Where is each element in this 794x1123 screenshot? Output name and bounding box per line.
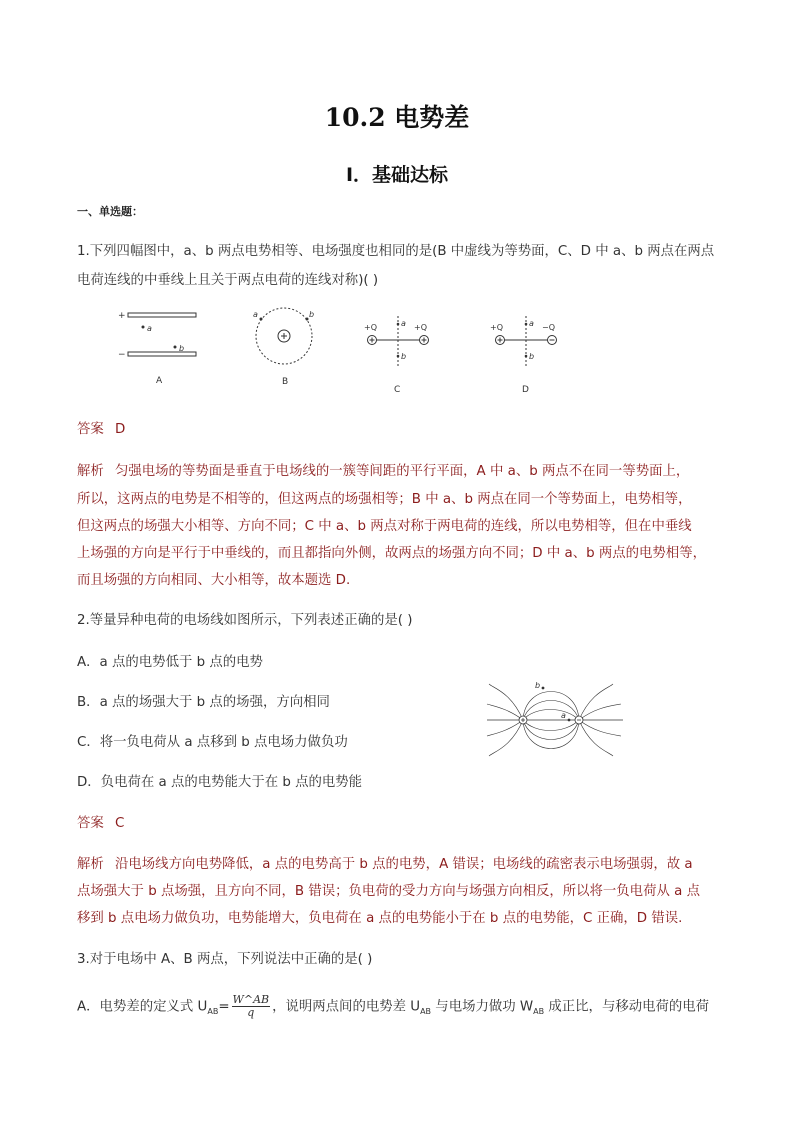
answer-label: 答案	[77, 422, 104, 437]
svg-text:b: b	[179, 344, 185, 353]
q2-option-b: B．a 点的场强大于 b 点的场强，方向相同	[77, 695, 330, 710]
section-subtitle: Ⅰ．基础达标	[345, 164, 449, 186]
q2-analysis-line2: 点场强大于 b 点场强，且方向不同，B 错误；负电荷的受力方向与场强方向相反，所以将一负电荷从 a 点	[77, 884, 700, 899]
answer-label: 答案	[77, 816, 104, 831]
point-b	[174, 346, 177, 349]
q1-analysis-line5: 而且场强的方向相同、大小相等，故本题选 D.	[77, 573, 351, 588]
svg-text:+Q: +Q	[414, 323, 427, 332]
point-a	[568, 719, 571, 722]
point-a	[260, 318, 263, 321]
fraction-w-over-q: $\frac{W\^{}AB}{q}$	[232, 993, 270, 1019]
minus-label: −	[118, 350, 126, 360]
svg-text:a: a	[529, 319, 534, 328]
q1-answer	[77, 418, 125, 437]
q1-figure-b	[246, 300, 322, 390]
q2-option-a: A．a 点的电势低于 b 点的电势	[77, 655, 263, 670]
svg-text:a: a	[561, 711, 566, 720]
svg-text:b: b	[309, 310, 315, 319]
q2-option-d: D．负电荷在 a 点的电势能大于在 b 点的电势能	[77, 775, 363, 790]
analysis-label: 解析	[77, 857, 104, 872]
q1-stem-line2: 电荷连线的中垂线上且关于两点电荷的连线对称)( )	[77, 273, 379, 288]
point-a	[142, 326, 145, 329]
point-b	[542, 687, 545, 690]
q2-analysis-line3: 移到 b 点电场力做负功，电势能增大，负电荷在 a 点的电势能小于在 b 点的电势能，C 正确，D 错误.	[77, 911, 683, 926]
q1-analysis-line2: 所以，这两点的电势是不相等的，但这两点的场强相等；B 中 a、b 两点在同一个等势面上，电势相等，	[77, 492, 692, 507]
q1-figure-d	[490, 312, 562, 396]
page-title: 10.2 电势差	[324, 103, 470, 132]
plus-label: +	[118, 311, 126, 321]
figure-label-d: D	[522, 385, 529, 395]
svg-text:b: b	[535, 681, 541, 690]
svg-text:+Q: +Q	[364, 323, 377, 332]
q3-option-a: A．电势差的定义式 $U_{AB}=$ $\frac{W\^{}AB}{q}$ ，说明两点间的电势差 $U_{AB}$ 与电场力做功 $W_{AB}$ 成正比，与移动电荷的电荷	[77, 993, 710, 1019]
svg-text:a: a	[253, 310, 258, 319]
q1-figure-c	[362, 312, 434, 396]
figure-label-b: B	[282, 377, 289, 387]
analysis-label: 解析	[77, 464, 104, 479]
svg-text:−Q: −Q	[542, 323, 555, 332]
q3-stem: 3.对于电场中 A、B 两点，下列说法中正确的是( )	[77, 952, 373, 967]
svg-text:+Q: +Q	[490, 323, 503, 332]
q2-stem: 2.等量异种电荷的电场线如图所示，下列表述正确的是( )	[77, 613, 413, 628]
svg-text:b: b	[529, 352, 535, 361]
figure-label-c: C	[394, 385, 401, 395]
q1-analysis-line1: 解析 匀强电场的等势面是垂直于电场线的一簇等间距的平行平面，A 中 a、b 两点不在同一等势面上，	[77, 460, 689, 479]
section-heading: 一、单选题：	[77, 205, 143, 218]
svg-text:b: b	[401, 352, 407, 361]
q1-analysis-line4: 上场强的方向是平行于中垂线的，而且都指向外侧，故两点的场强方向不同；D 中 a、b 两点的电势相等，	[77, 546, 706, 561]
svg-text:a: a	[147, 324, 152, 333]
svg-text:a: a	[401, 319, 406, 328]
q2-option-c: C．将一负电荷从 a 点移到 b 点电场力做负功	[77, 735, 348, 750]
answer-value: C	[115, 816, 125, 831]
q2-analysis-line1: 解析 沿电场线方向电势降低，a 点的电势高于 b 点的电势，A 错误；电场线的疏密表示电场强弱，故 a	[77, 853, 693, 872]
q2-answer	[77, 812, 124, 831]
q1-stem-line1: 1.下列四幅图中，a、b 两点电势相等、电场强度也相同的是(B 中虚线为等势面，C、D 中 a、b 两点在两点	[77, 244, 715, 259]
q1-figure-a	[112, 305, 202, 387]
q1-analysis-line3: 但这两点的场强大小相等、方向不同；C 中 a、b 两点对称于两电荷的连线，所以电势相等，但在中垂线	[77, 519, 692, 534]
answer-value: D	[115, 422, 126, 437]
figure-label-a: A	[156, 376, 163, 386]
q2-dipole-figure	[485, 678, 625, 766]
